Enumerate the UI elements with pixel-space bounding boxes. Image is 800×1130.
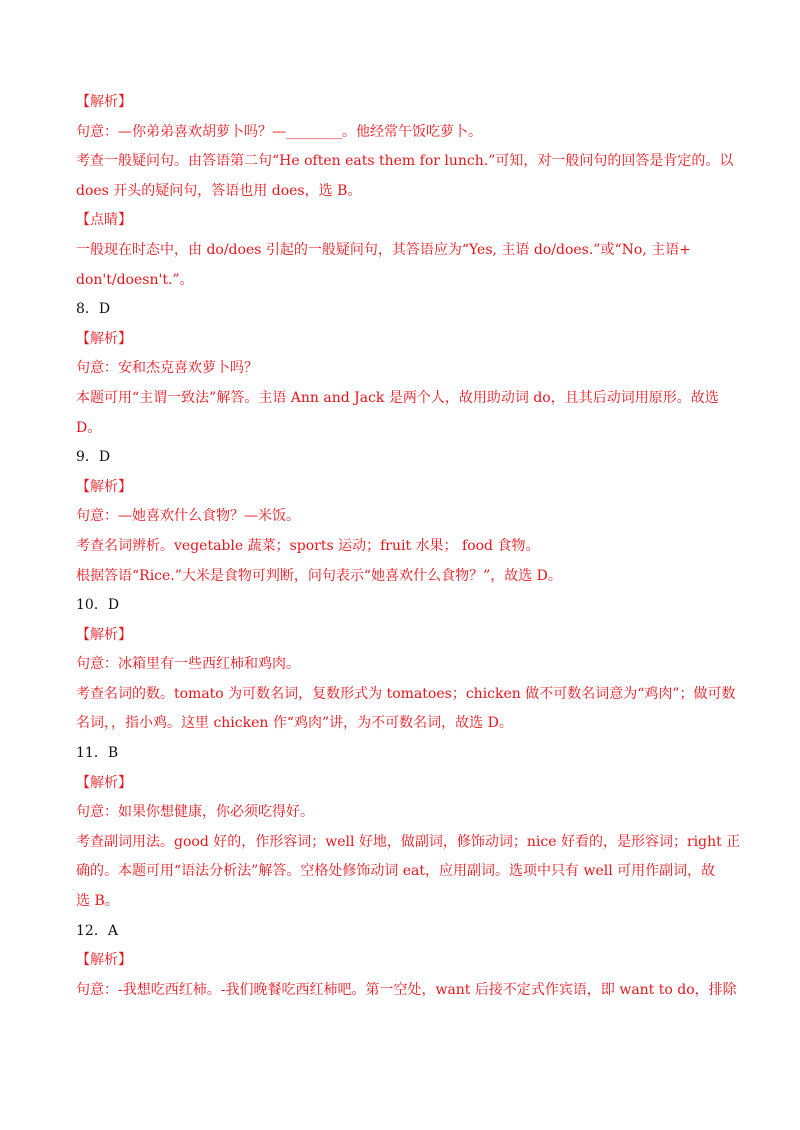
sentence-meaning: 句意：安和杰克喜欢萝卜吗？ bbox=[76, 360, 258, 377]
explanation-text: does 开头的疑问句，答语也用 does，选 B。 bbox=[76, 182, 362, 199]
question-answer: 8．D bbox=[76, 301, 111, 318]
sentence-meaning: 句意：-我想吃西红柿。-我们晚餐吃西红柿吧。第一空处，want 后接不定式作宾语，即 want to do，排除 bbox=[76, 981, 737, 998]
answer-explanations bbox=[76, 88, 741, 1005]
section-heading-analysis: 【解析】 bbox=[76, 952, 132, 969]
explanation-text: 考查副词用法。good 好的，作形容词；well 好地，做副词，修饰动词；nice 好看的，是形容词；right 正 bbox=[76, 833, 741, 850]
section-heading-analysis: 【解析】 bbox=[76, 330, 132, 347]
explanation-text: 根据答语“Rice.”大米是食物可判断，问句表示“她喜欢什么食物？”，故选 D。 bbox=[76, 567, 562, 584]
tip-text: don't/doesn't.”。 bbox=[76, 271, 194, 288]
sentence-meaning: 句意：—她喜欢什么食物？—米饭。 bbox=[76, 508, 300, 525]
sentence-meaning: 句意：冰箱里有一些西红柿和鸡肉。 bbox=[76, 656, 300, 673]
question-answer: 10．D bbox=[76, 597, 120, 614]
sentence-meaning: 句意：—你弟弟喜欢胡萝卜吗？—________。他经常午饭吃萝卜。 bbox=[76, 123, 482, 140]
section-heading-analysis: 【解析】 bbox=[76, 478, 132, 495]
sentence-meaning: 句意：如果你想健康，你必须吃得好。 bbox=[76, 804, 314, 821]
question-answer: 11．B bbox=[76, 745, 119, 762]
question-answer: 9．D bbox=[76, 449, 111, 466]
tip-text: 一般现在时态中，由 do/does 引起的一般疑问句，其答语应为“Yes, 主语 do/does.”或“No, 主语+ bbox=[76, 241, 691, 258]
section-heading-tip: 【点睛】 bbox=[76, 212, 132, 229]
section-heading-analysis: 【解析】 bbox=[76, 626, 132, 643]
question-answer: 12．A bbox=[76, 922, 118, 939]
section-heading-analysis: 【解析】 bbox=[76, 774, 132, 791]
explanation-text: 本题可用“主谓一致法”解答。主语 Ann and Jack 是两个人，故用助动词 do，且其后动词用原形。故选 bbox=[76, 389, 719, 406]
explanation-text: 确的。本题可用“语法分析法”解答。空格处修饰动词 eat，应用副词。选项中只有 well 可用作副词，故 bbox=[76, 863, 716, 880]
explanation-text: 选 B。 bbox=[76, 893, 119, 910]
explanation-text: 名词，，指小鸡。这里 chicken 作“鸡肉”讲，为不可数名词，故选 D。 bbox=[76, 715, 513, 732]
explanation-text: 考查一般疑问句。由答语第二句“He often eats them for lunch.”可知，对一般问句的回答是肯定的。以 bbox=[76, 153, 734, 170]
explanation-text: 考查名词辨析。vegetable 蔬菜；sports 运动；fruit 水果； food 食物。 bbox=[76, 537, 540, 554]
explanation-text: 考查名词的数。tomato 为可数名词，复数形式为 tomatoes；chicken 做不可数名词意为“鸡肉”；做可数 bbox=[76, 685, 736, 702]
section-heading-analysis: 【解析】 bbox=[76, 94, 132, 110]
explanation-text: D。 bbox=[76, 419, 102, 436]
